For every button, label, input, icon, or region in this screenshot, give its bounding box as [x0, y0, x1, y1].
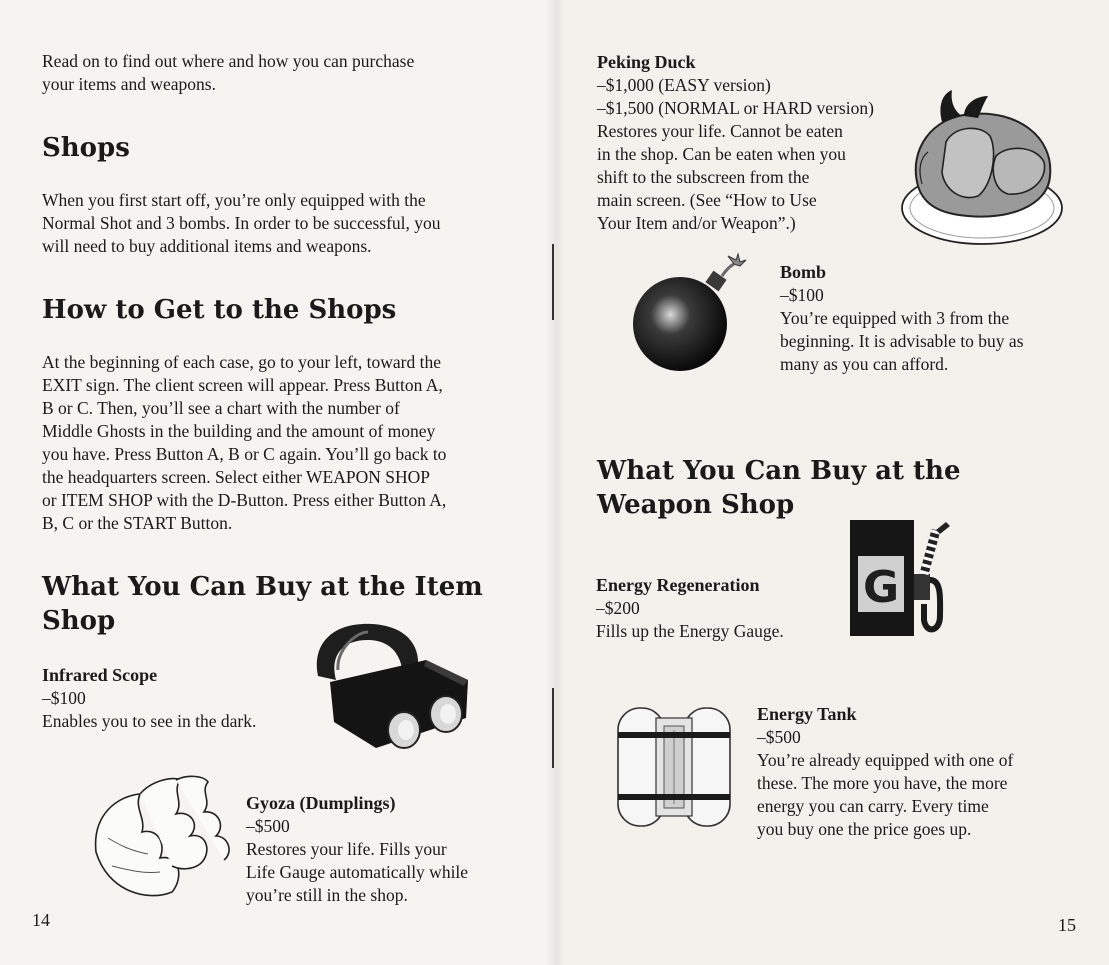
item-name: Gyoza (Dumplings) — [246, 793, 396, 813]
item-description-line: Restores your life. Fills your — [246, 839, 447, 859]
heading-line: What You Can Buy at the — [597, 456, 961, 486]
heading-line: Weapon Shop — [597, 490, 795, 520]
gyoza-illustration — [88, 774, 238, 904]
item-price: –$500 — [757, 727, 801, 747]
energy-tank-entry — [757, 703, 1013, 841]
item-price: –$500 — [246, 816, 290, 836]
how-to-get-paragraph — [42, 351, 446, 535]
intro-line: your items and weapons. — [42, 74, 216, 94]
item-price: –$1,500 (NORMAL or HARD version) — [597, 98, 874, 118]
item-description-line: You’re equipped with 3 from the — [780, 308, 1010, 328]
weapon-shop-heading — [597, 454, 961, 522]
shops-line: When you first start off, you’re only equipped with the — [42, 190, 426, 210]
item-description-line: You’re already equipped with one of — [757, 750, 1014, 770]
item-description: Fills up the Energy Gauge. — [596, 621, 784, 641]
item-name: Infrared Scope — [42, 665, 158, 685]
peking-duck-illustration — [898, 86, 1066, 248]
item-description-line: you’re still in the shop. — [246, 885, 408, 905]
item-name: Peking Duck — [597, 52, 696, 72]
infrared-scope-entry — [42, 664, 256, 733]
item-description-line: beginning. It is advisable to buy as — [780, 331, 1024, 351]
item-description-line: Your Item and/or Weapon”.) — [597, 213, 796, 233]
item-name: Energy Tank — [757, 704, 857, 724]
item-description-line: main screen. (See “How to Use — [597, 190, 817, 210]
item-description-line: energy you can carry. Every time — [757, 796, 989, 816]
item-description-line: many as you can afford. — [780, 354, 949, 374]
item-description: Enables you to see in the dark. — [42, 711, 257, 731]
energy-pump-illustration — [846, 516, 956, 640]
bomb-entry — [780, 261, 1024, 376]
how-line: Middle Ghosts in the building and the amount of money — [42, 421, 436, 441]
item-description-line: these. The more you have, the more — [757, 773, 1008, 793]
item-price: –$100 — [42, 688, 86, 708]
energy-regeneration-entry — [596, 574, 784, 643]
how-line: EXIT sign. The client screen will appear. Press Button A, — [42, 375, 443, 395]
peking-duck-entry — [597, 51, 874, 235]
bomb-illustration — [630, 254, 750, 374]
how-line: or ITEM SHOP with the D-Button. Press either Button A, — [42, 490, 447, 510]
item-name: Bomb — [780, 262, 827, 282]
item-description-line: you buy one the price goes up. — [757, 819, 972, 839]
page-number-left: 14 — [32, 910, 50, 930]
how-line: B or C. Then, you’ll see a chart with the number of — [42, 398, 400, 418]
item-description-line: Life Gauge automatically while — [246, 862, 469, 882]
how-to-get-heading: How to Get to the Shops — [42, 295, 397, 325]
gutter-mark — [552, 688, 554, 768]
shops-line: will need to buy additional items and weapons. — [42, 236, 372, 256]
how-line: the headquarters screen. Select either WEAPON SHOP — [42, 467, 430, 487]
page-gutter — [545, 0, 565, 965]
item-description-line: in the shop. Can be eaten when you — [597, 144, 846, 164]
item-description-line: shift to the subscreen from the — [597, 167, 810, 187]
item-name: Energy Regeneration — [596, 575, 760, 595]
pump-letter: G — [862, 562, 900, 613]
item-price: –$200 — [596, 598, 640, 618]
gyoza-entry — [246, 792, 468, 907]
how-line: you have. Press Button A, B or C again. You’ll go back to — [42, 444, 447, 464]
intro-paragraph — [42, 50, 414, 96]
infrared-scope-illustration — [306, 618, 472, 750]
heading-line: Shop — [42, 606, 116, 636]
intro-line: Read on to find out where and how you can purchase — [42, 51, 415, 71]
gutter-mark — [552, 244, 554, 320]
item-description-line: Restores your life. Cannot be eaten — [597, 121, 843, 141]
item-price: –$1,000 (EASY version) — [597, 75, 771, 95]
energy-tank-illustration — [612, 704, 736, 830]
how-line: B, C or the START Button. — [42, 513, 233, 533]
shops-line: Normal Shot and 3 bombs. In order to be successful, you — [42, 213, 441, 233]
heading-line: What You Can Buy at the Item — [42, 572, 483, 602]
shops-heading: Shops — [42, 133, 130, 163]
how-line: At the beginning of each case, go to your left, toward the — [42, 352, 441, 372]
item-price: –$100 — [780, 285, 824, 305]
page-number-right: 15 — [1058, 915, 1076, 935]
shops-paragraph — [42, 189, 441, 258]
